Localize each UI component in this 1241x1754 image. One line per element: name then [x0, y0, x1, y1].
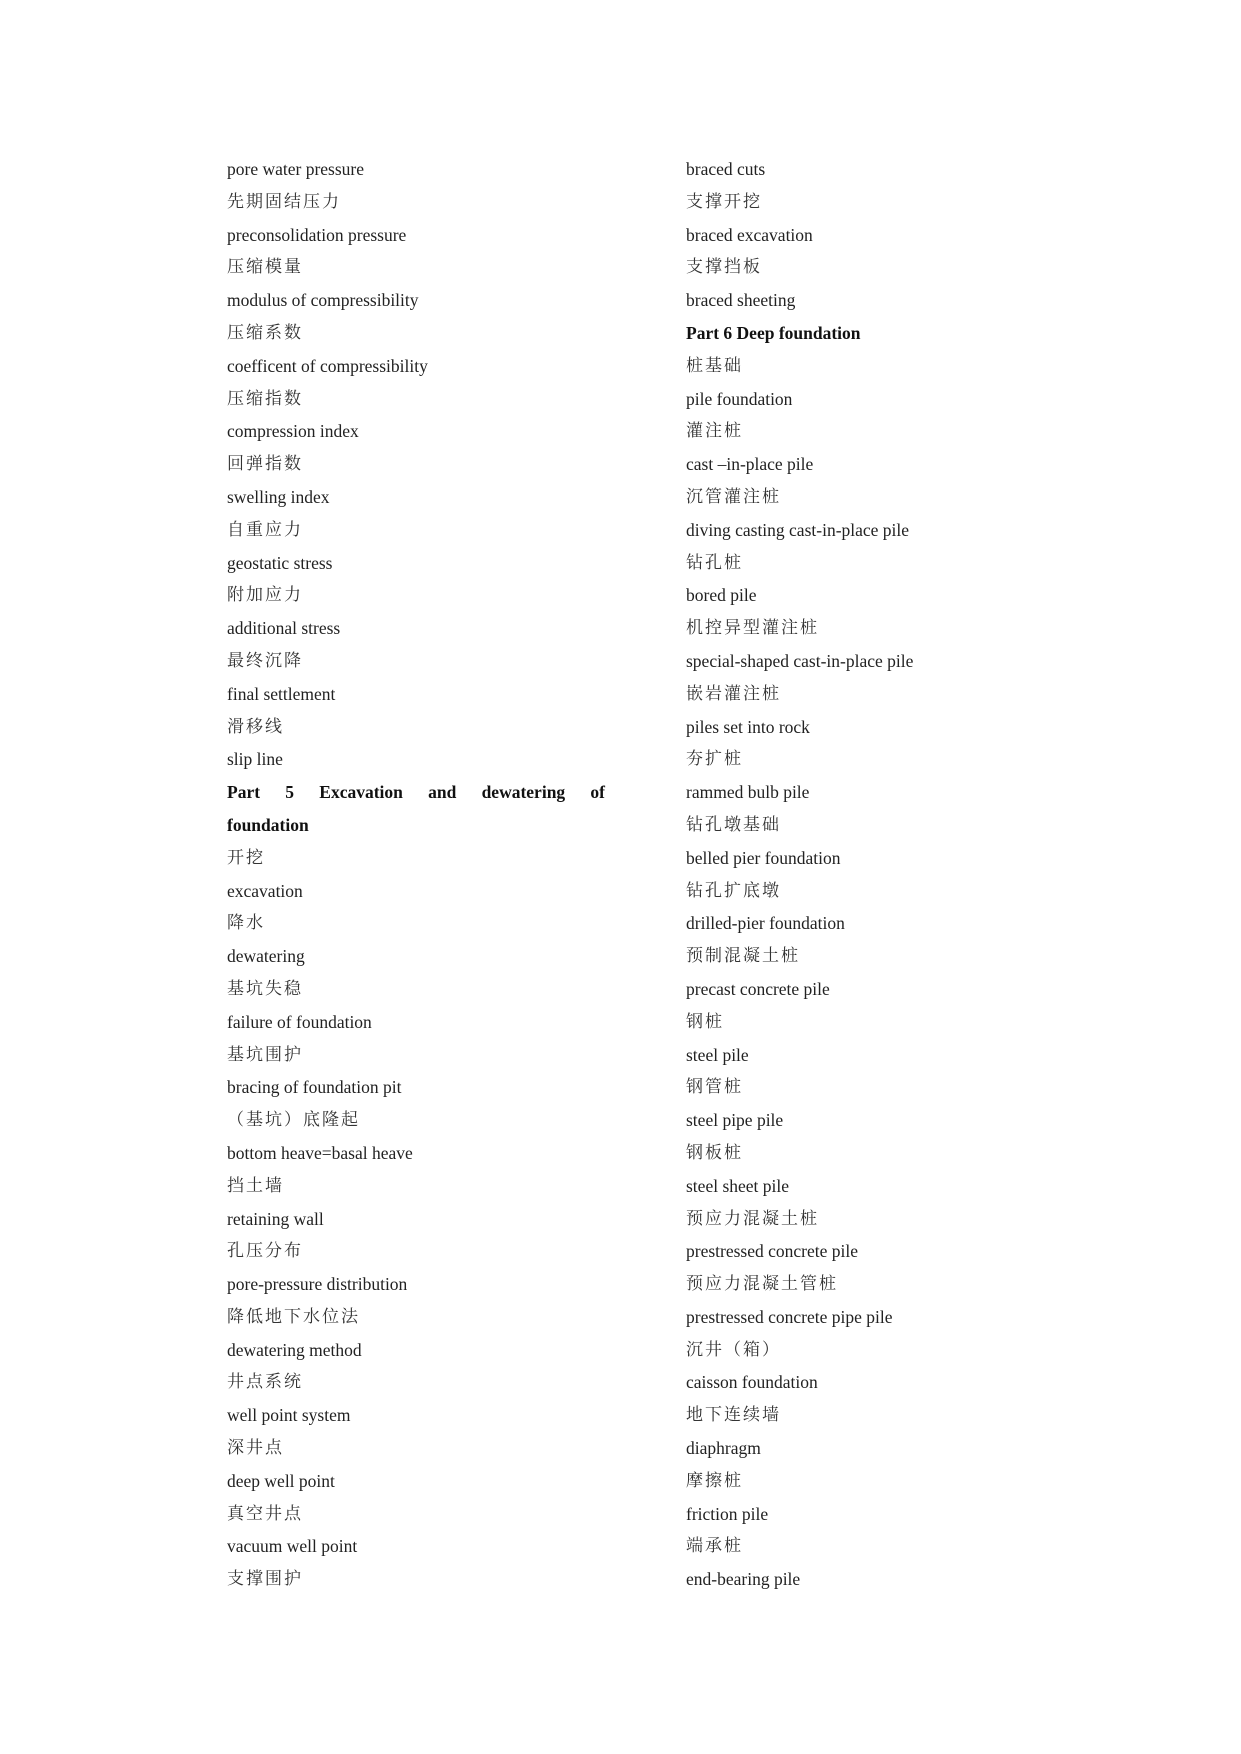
english-term: caisson foundation — [686, 1372, 818, 1393]
chinese-term: 开挖 — [227, 847, 265, 868]
english-term: braced excavation — [686, 224, 813, 245]
english-term: pore-pressure distribution — [227, 1274, 408, 1295]
english-term: additional stress — [227, 618, 341, 639]
english-term: prestressed concrete pile — [686, 1241, 859, 1262]
left-glossary-column — [227, 153, 605, 1596]
english-term: pore water pressure — [227, 159, 365, 179]
chinese-term: 预制混凝土桩 — [686, 946, 800, 967]
chinese-term: 钻孔桩 — [686, 552, 743, 573]
right-glossary-column — [686, 153, 1086, 1596]
chinese-term: 支撑挡板 — [686, 257, 762, 278]
english-term: compression index — [227, 421, 359, 442]
heading-word: and — [428, 782, 457, 803]
chinese-term: 真空井点 — [227, 1503, 303, 1524]
english-term: dewatering method — [227, 1339, 362, 1360]
english-term: final settlement — [227, 683, 336, 704]
chinese-term: 预应力混凝土桩 — [686, 1208, 819, 1229]
english-term: steel sheet pile — [686, 1175, 790, 1196]
chinese-term: 支撑围护 — [227, 1569, 303, 1590]
english-term: geostatic stress — [227, 552, 333, 573]
english-term: drilled-pier foundation — [686, 913, 845, 934]
chinese-term: 沉井（箱） — [686, 1339, 781, 1360]
section-heading: foundation — [227, 814, 309, 835]
chinese-term: 夯扩桩 — [686, 749, 743, 770]
chinese-term: 摩擦桩 — [686, 1470, 743, 1491]
chinese-term: （基坑）底隆起 — [227, 1110, 360, 1131]
chinese-term: 压缩系数 — [227, 322, 303, 343]
english-term: excavation — [227, 880, 303, 901]
english-term: steel pile — [686, 1044, 749, 1065]
chinese-term: 钢板桩 — [686, 1142, 743, 1163]
english-term: bottom heave=basal heave — [227, 1142, 413, 1163]
heading-word: 5 — [285, 782, 295, 803]
chinese-term: 基坑失稳 — [227, 978, 303, 999]
section-heading — [227, 776, 605, 809]
chinese-term: 沉管灌注桩 — [686, 486, 781, 507]
chinese-term: 附加应力 — [227, 585, 303, 606]
chinese-term: 压缩模量 — [227, 257, 303, 278]
chinese-term: 灌注桩 — [686, 421, 743, 442]
english-term: special-shaped cast-in-place pile — [686, 650, 914, 671]
english-term: bracing of foundation pit — [227, 1077, 402, 1098]
chinese-term: 支撑开挖 — [686, 191, 762, 212]
english-term: end-bearing pile — [686, 1569, 801, 1590]
heading-word: of — [590, 782, 605, 803]
chinese-term: 预应力混凝土管桩 — [686, 1274, 838, 1295]
chinese-term: 端承桩 — [686, 1536, 743, 1557]
heading-word: dewatering — [481, 782, 566, 803]
english-term: well point system — [227, 1405, 351, 1426]
english-term: friction pile — [686, 1503, 769, 1524]
chinese-term: 回弹指数 — [227, 454, 303, 475]
english-term: prestressed concrete pipe pile — [686, 1306, 893, 1327]
english-term: cast –in-place pile — [686, 454, 814, 475]
english-term: braced cuts — [686, 159, 766, 179]
english-term: steel pipe pile — [686, 1110, 784, 1131]
heading-word: Excavation — [319, 782, 403, 803]
english-term: diving casting cast-in-place pile — [686, 519, 910, 540]
chinese-term: 降低地下水位法 — [227, 1306, 360, 1327]
chinese-term: 孔压分布 — [227, 1241, 303, 1262]
chinese-term: 自重应力 — [227, 519, 303, 540]
english-term: belled pier foundation — [686, 847, 841, 868]
section-heading: Part 6 Deep foundation — [686, 322, 861, 343]
english-term: diaphragm — [686, 1438, 761, 1459]
chinese-term: 钻孔扩底墩 — [686, 880, 781, 901]
chinese-term: 井点系统 — [227, 1372, 303, 1393]
english-term: coefficent of compressibility — [227, 355, 428, 376]
chinese-term: 机控异型灌注桩 — [686, 618, 819, 639]
chinese-term: 嵌岩灌注桩 — [686, 683, 781, 704]
chinese-term: 滑移线 — [227, 716, 284, 737]
english-term: bored pile — [686, 585, 757, 606]
chinese-term: 先期固结压力 — [227, 191, 341, 212]
chinese-term: 压缩指数 — [227, 388, 303, 409]
heading-word: Part — [227, 782, 261, 803]
english-term: swelling index — [227, 486, 330, 507]
english-term: rammed bulb pile — [686, 782, 810, 803]
english-term: pile foundation — [686, 388, 793, 409]
english-term: retaining wall — [227, 1208, 324, 1229]
chinese-term: 钻孔墩基础 — [686, 814, 781, 835]
chinese-term: 挡土墙 — [227, 1175, 284, 1196]
chinese-term: 降水 — [227, 913, 265, 934]
english-term: precast concrete pile — [686, 978, 830, 999]
chinese-term: 地下连续墙 — [686, 1405, 781, 1426]
english-term: slip line — [227, 749, 283, 770]
english-term: modulus of compressibility — [227, 290, 419, 311]
chinese-term: 深井点 — [227, 1438, 284, 1459]
english-term: preconsolidation pressure — [227, 224, 407, 245]
english-term: piles set into rock — [686, 716, 810, 737]
chinese-term: 桩基础 — [686, 355, 743, 376]
english-term: failure of foundation — [227, 1011, 372, 1032]
chinese-term: 基坑围护 — [227, 1044, 303, 1065]
english-term: dewatering — [227, 946, 305, 967]
chinese-term: 钢管桩 — [686, 1077, 743, 1098]
english-term: vacuum well point — [227, 1536, 358, 1557]
chinese-term: 最终沉降 — [227, 650, 303, 671]
chinese-term: 钢桩 — [686, 1011, 724, 1032]
english-term: braced sheeting — [686, 290, 796, 311]
english-term: deep well point — [227, 1470, 335, 1491]
